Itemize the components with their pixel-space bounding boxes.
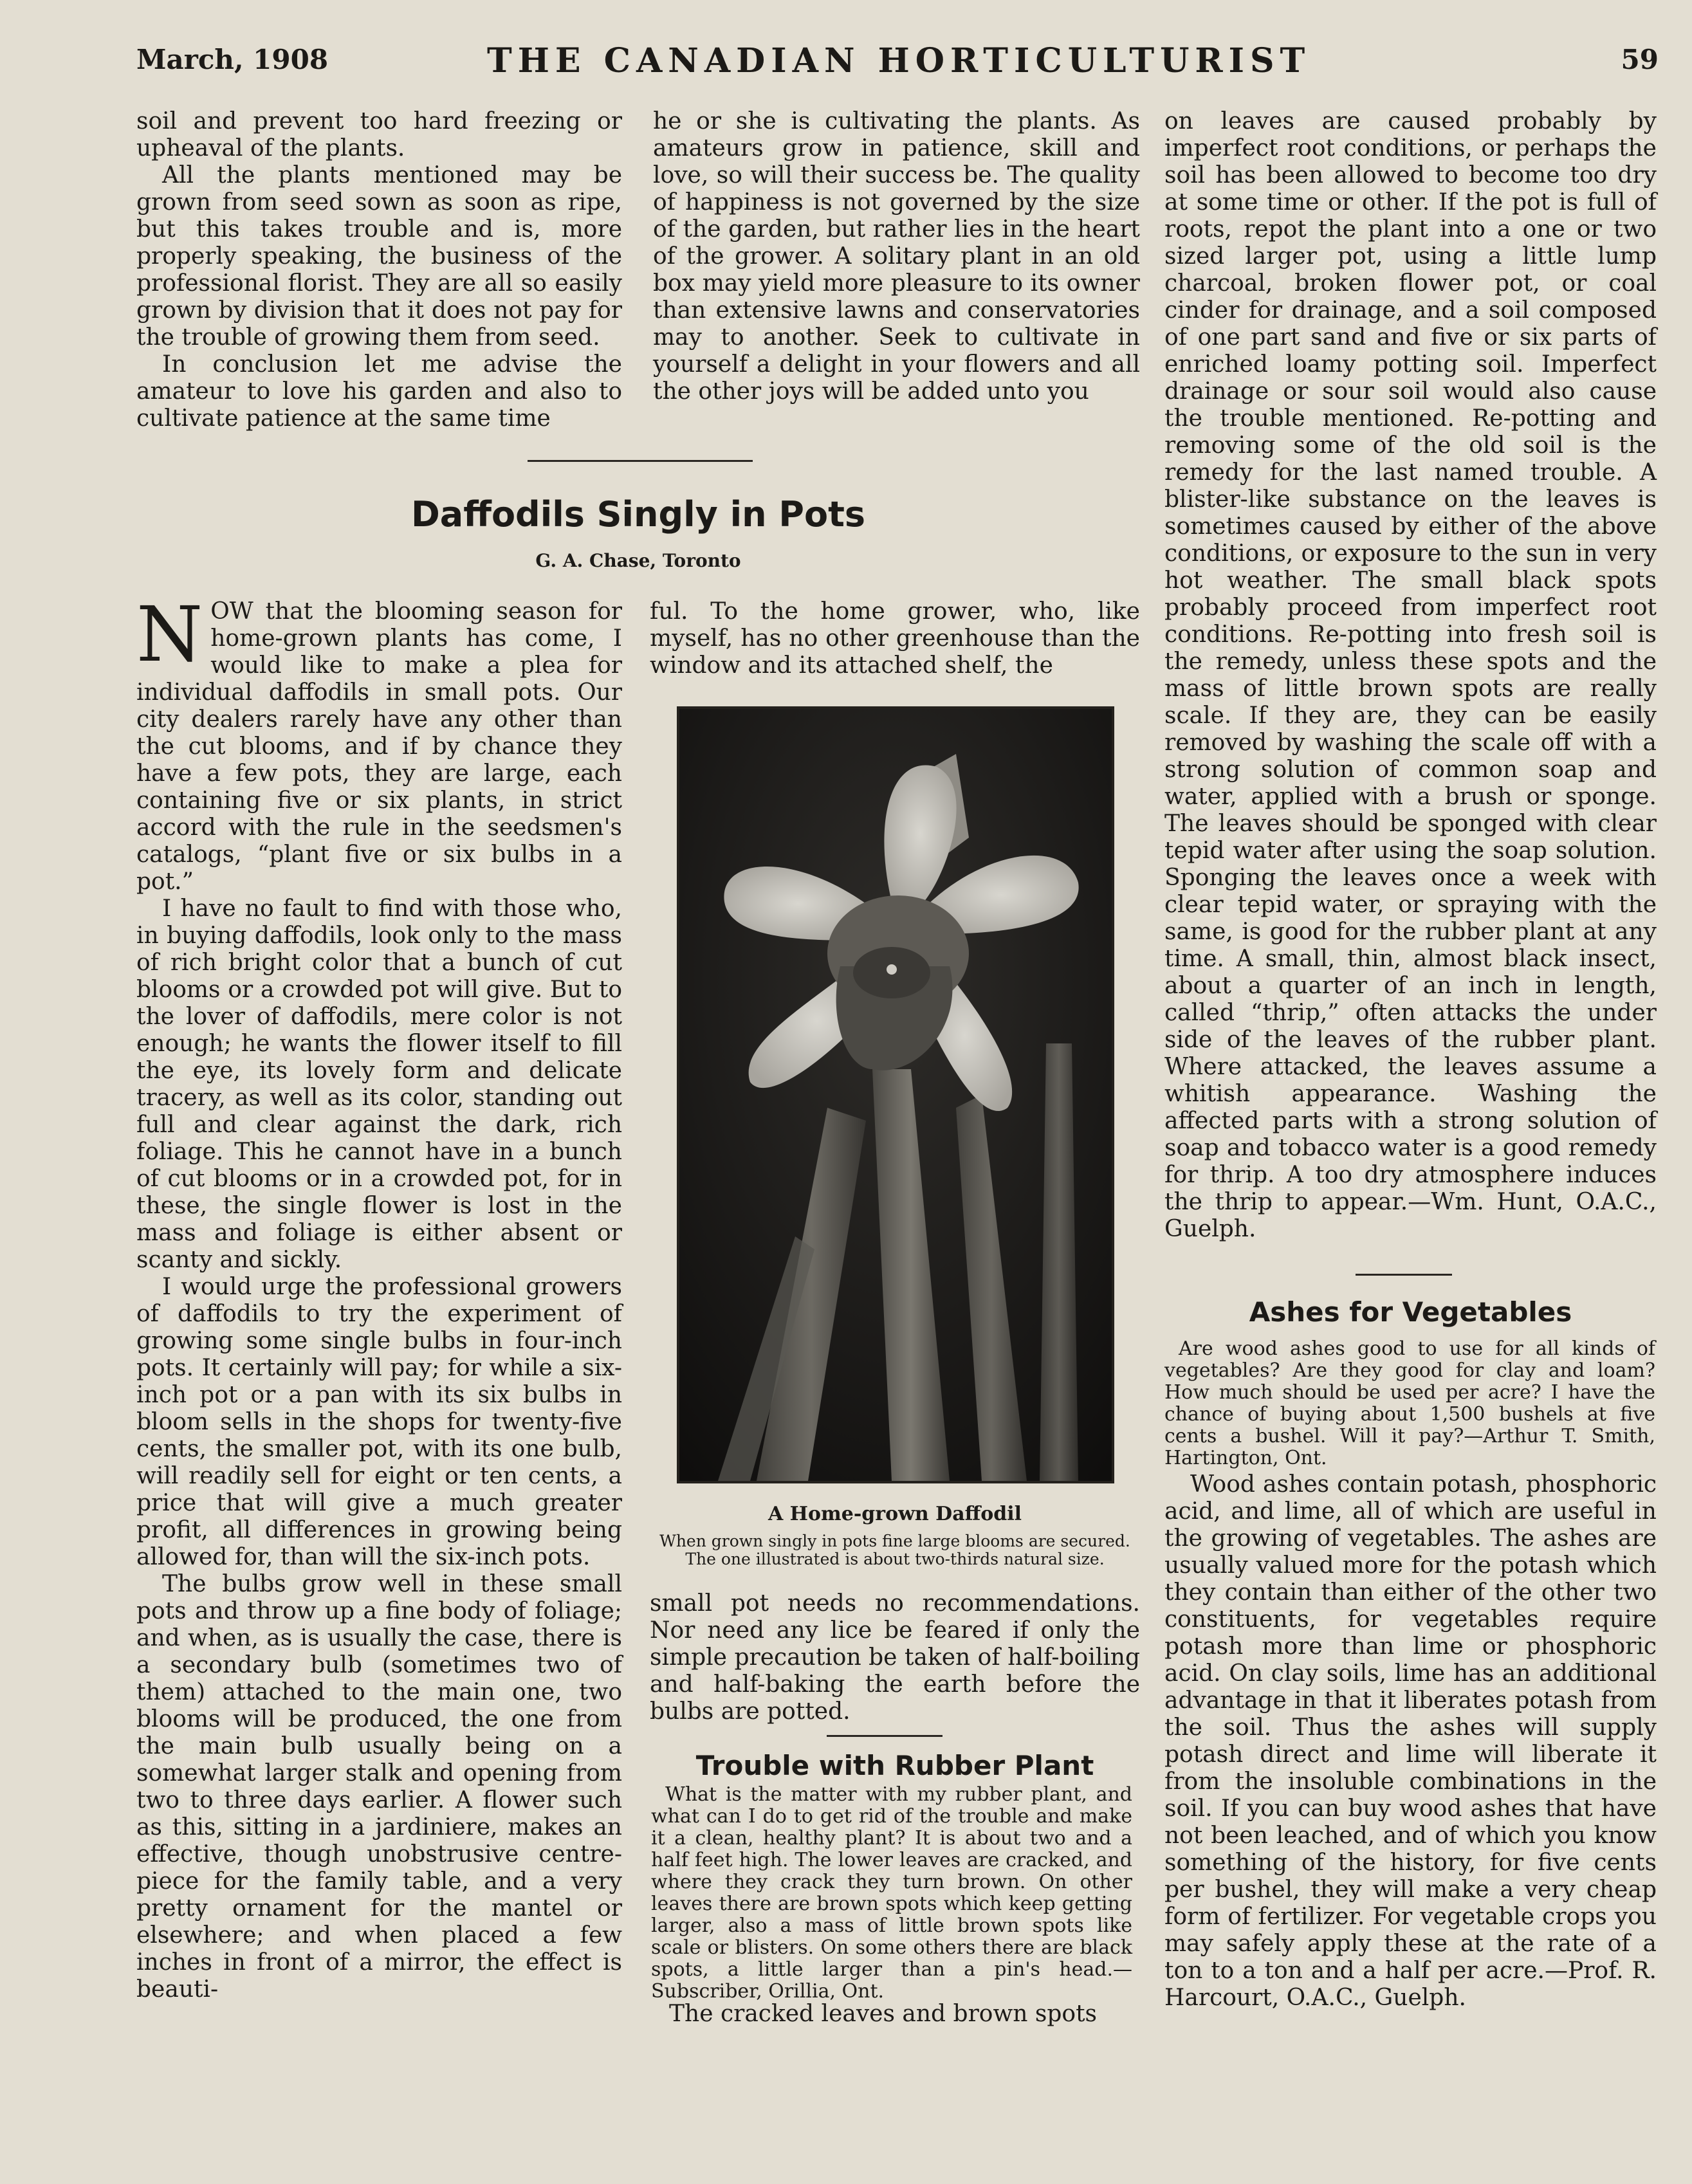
paragraph: The bulbs grow well in these small pots and throw up a fine body of foliage; and when, as is usually the case, there is a secondary bulb (sometimes two of them) attached to the main one, two blooms will be produced, the one from the main bulb usually being on a somewhat larger stalk and opening from two to three days earlier. A flower such as this, sitting in a jardiniere, makes an effective, though unobstrusive centre-piece for the family table, and a very pretty ornament for the mantel or elsewhere; and when placed a few inches in front of a mirror, the effect is beauti-: [136, 1571, 622, 2003]
paragraph: All the plants mentioned may be grown from seed sown as soon as ripe, but this takes trouble and is, more properly speaking, the business of the professional florist. They are all so easily grown by division that it does not pay for the trouble of growing them from seed.: [136, 162, 622, 351]
daffodil-photograph: [677, 706, 1114, 1483]
running-header: [136, 41, 1659, 82]
photo-caption-title: A Home-grown Daffodil: [768, 1503, 1022, 1525]
question-text: Are wood ashes good to use for all kinds of vegetables? Are they good for clay and loam? How much should be used per acre? I have the chance of buying about 1,500 bushels at five cents a bushel. Will it pay?—Arthur T. Smith, Hartington, Ont.: [1164, 1337, 1655, 1469]
section-divider: [528, 460, 753, 462]
rubber-plant-question: [651, 1784, 1132, 2003]
lead-text: OW that the blooming season for home-grown plants has come, I would like to make a plea for individual daffodils in small pots. Our city dealers rarely have any other than the cut blooms, and if by chance they have a few pots, they are large, each containing five or six plants, in strict accord with the rule in the seedsmen's catalogs, “plant five or six bulbs in a pot.”: [136, 598, 622, 895]
section-divider: [827, 1735, 943, 1737]
paragraph: In conclusion let me advise the amateur to love his garden and also to cultivate patience at the same time: [136, 351, 622, 432]
ashes-title: Ashes for Vegetables: [1249, 1296, 1572, 1328]
paragraph: I would urge the professional growers of daffodils to try the experiment of growing some single bulbs in four-inch pots. It certainly will pay; for while a six-inch pot or a pan with its six bulbs in bloom sells in the shops for twenty-five cents, the smaller pot, with its one bulb, will readily sell for eight or ten cents, a price that will give a much greater profit, all differences in growing being allowed for, than will the six-inch pots.: [136, 1274, 622, 1570]
continued-article-col1: [136, 108, 622, 432]
article-title: Daffodils Singly in Pots: [410, 494, 866, 535]
photo-caption-text: When grown singly in pots fine large blooms are secured. The one illustrated is about two-thirds natural size.: [659, 1532, 1130, 1568]
paragraph: on leaves are caused probably by imperfect root conditions, or perhaps the soil has been allowed to become too dry at some time or other. If the pot is full of roots, repot the plant into a one or two sized larger pot, using a little lump charcoal, broken flower pot, or coal cinder for drainage, and a soil composed of one part sand and five or six parts of enriched loamy potting soil. Imperfect drainage or sour soil would also cause the trouble mentioned. Re-potting and removing some of the old soil is the remedy for the last named trouble. A blister-like substance on the leaves is sometimes caused by either of the above conditions, or exposure to the sun in very hot weather. The small black spots probably proceed from imperfect root conditions. Re-potting into fresh soil is the remedy, unless these spots and the mass of little brown spots are really scale. If they are, they can be easily removed by washing the scale off with a strong solution of common soap and water, applied with a brush or sponge. The leaves should be sponged with clear tepid water after using the soap solution. Sponging the leaves once a week with clear tepid water, or spraying with the same, is good for the rubber plant at any time. A small, thin, almost black insect, about a quarter of an inch in length, called “thrip,” often attacks the under side of the leaves of the rubber plant. Where attacked, the leaves assume a whitish appearance. Washing the affected parts with a strong solution of soap and tobacco water is a good remedy for thrip. A too dry atmosphere induces the thrip to appear.—Wm. Hunt, O.A.C., Guelph.: [1164, 108, 1657, 1242]
drop-cap: N: [136, 590, 203, 679]
answer-text: Wood ashes contain potash, phosphoric acid, and lime, all of which are useful in the growing of vegetables. The ashes are usually valued more for the potash which they contain than either of the other two constituents, for vegetables require potash more than lime or phosphoric acid. On clay soils, lime has an additional advantage in that it liberates potash from the soil. Thus the ashes will supply potash direct and lime will liberate it from the insoluble combinations in the soil. If you can buy wood ashes that have not been leached, and of which you know something of the history, for five cents per bushel, they will make a very cheap form of fertilizer. For vegetable crops you may safely apply these at the rate of a ton to a ton and a half per acre.—Prof. R. Harcourt, O.A.C., Guelph.: [1164, 1471, 1657, 2011]
paragraph: ful. To the home grower, who, like myself, has no other greenhouse than the window and its attached shelf, the: [650, 598, 1140, 679]
question-text: What is the matter with my rubber plant, and what can I do to get rid of the trouble and make it a clean, healthy plant? It is about two and a half feet high. The lower leaves are cracked, and where they crack they turn brown. On other leaves there are brown spots which keep getting larger, also a mass of little brown spots like scale or blisters. On some others there are black spots, a little larger than a pin's head.—Subscriber, Orillia, Ont.: [651, 1783, 1132, 2003]
daffodils-col1: [136, 590, 622, 2003]
paragraph: he or she is cultivating the plants. As amateurs grow in patience, skill and love, so will their success be. The quality of happiness is not governed by the size of the garden, but rather lies in the heart of the grower. A solitary plant in an old box may yield more pleasure to its owner than extensive lawns and conservatories may to another. Seek to cultivate in yourself a delight in your flowers and all the other joys will be added unto you: [653, 108, 1140, 405]
section-divider: [1356, 1274, 1452, 1276]
continued-article-col2: [653, 108, 1140, 405]
ashes-answer: [1164, 1471, 1657, 2012]
article-byline: G. A. Chase, Toronto: [535, 550, 741, 571]
rubber-plant-title: Trouble with Rubber Plant: [695, 1750, 1094, 1781]
daffodils-col2-bottom: [650, 1590, 1140, 1725]
paragraph: I have no fault to find with those who, in buying daffodils, look only to the mass of rich bright color that a bunch of cut blooms or a crowded pot will give. But to the lover of daffodils, mere color is not enough; he wants the flower itself to fill the eye, its lovely form and delicate tracery, as well as its color, standing out full and clear against the dark, rich foliage. This he cannot have in a bunch of cut blooms or in a crowded pot, for in these, the single flower is lost in the mass and foliage is either absent or scanty and sickly.: [136, 895, 622, 1273]
rubber-plant-answer-start: [651, 2001, 1132, 2028]
ashes-question: [1164, 1338, 1655, 1469]
rubber-plant-answer-cont: [1164, 108, 1657, 1243]
issue-date: March, 1908: [136, 44, 329, 75]
paragraph: small pot needs no recommendations. Nor need any lice be feared if only the simple precaution be taken of half-boiling and half-baking the earth before the bulbs are potted.: [650, 1590, 1140, 1725]
daffodils-col2-top: [650, 598, 1140, 679]
paragraph: soil and prevent too hard freezing or upheaval of the plants.: [136, 108, 622, 161]
daffodil-image: [679, 709, 1112, 1481]
journal-title: THE CANADIAN HORTICULTURIST: [487, 41, 1311, 80]
answer-text: The cracked leaves and brown spots: [669, 2001, 1098, 2027]
page-number: 59: [1621, 44, 1659, 75]
lead-paragraph: [136, 590, 622, 895]
